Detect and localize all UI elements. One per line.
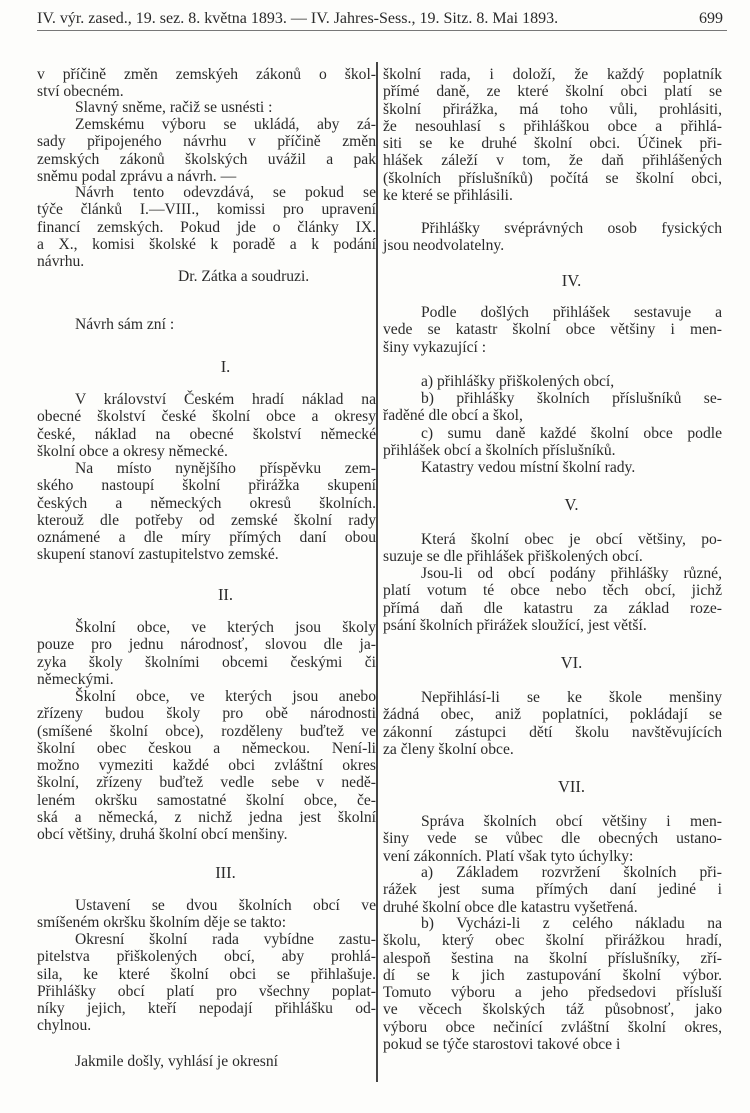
text-line: obecné školství české školní obce a okresy — [37, 408, 376, 426]
text-line: dí se k jich zastupování školní výbor. — [383, 966, 722, 984]
text-line: c) sumu daně každé školní obce podle — [421, 425, 722, 442]
text-line: rážek jest suma přímých daní jediné i — [383, 881, 722, 899]
text-line: vede se katastr školní obce většiny i men- — [383, 321, 722, 339]
text-line: a) přihlášky přiškolených obcí, — [421, 373, 615, 390]
page-number: 699 — [699, 10, 723, 27]
text-line: zákonní zástupci dětí školu navštěvujících — [383, 723, 722, 741]
text-line: Zemskému výboru se ukládá, aby zá- — [75, 116, 376, 133]
text-line: sila, ke které školní obci se přihlašuje. — [37, 965, 376, 983]
text-line: Návrh sám zní : — [75, 316, 175, 333]
paragraph — [383, 373, 722, 390]
text-line: a) Základem rozvržení školních při- — [421, 864, 722, 881]
text-line: zyka školy školními obcemi českými či — [37, 653, 376, 671]
text-line: ke které se přihlásili. — [383, 187, 513, 205]
text-line: sněmu podal zprávu a návrh. — — [37, 167, 237, 185]
text-line: ského nastoupí školní přirážka skupení — [37, 477, 376, 495]
text-line: b) přihlášky školních příslušníků se- — [421, 390, 722, 407]
text-line: pokud se týče starostovi takové obce i — [383, 1036, 621, 1054]
paragraph — [383, 531, 722, 566]
section-heading — [37, 586, 376, 603]
text-line: (smíšené školní obce), rozděleny buďtež ve — [37, 722, 376, 740]
text-line: Jsou-li od obcí podány přihlášky různé, — [421, 565, 722, 582]
text-line: výboru obce nečinící zvláštní školní okres, — [383, 1018, 722, 1036]
paragraph — [383, 220, 722, 255]
text-line: kterouž dle potřeby od zemské školní rady — [37, 511, 376, 529]
text-line: vení zákonních. Platí však tyto úchylky: — [383, 847, 634, 865]
section-heading — [383, 496, 722, 513]
text-line: suzuje se dle přihlášek přiškolených obcí. — [383, 548, 643, 566]
paragraph — [37, 66, 376, 101]
left-column — [37, 0, 376, 1113]
text-line: šiny vykazující : — [383, 338, 487, 356]
text-line: pouze pro jednu národnosť, slovou dle ja- — [37, 636, 376, 654]
text-line: šiny vede se vůbec dle obecných ustano- — [383, 830, 722, 848]
text-line: Školní obce, ve kterých jsou anebo — [75, 688, 376, 705]
paragraph — [37, 116, 376, 185]
text-line: Na místo nynějšího příspěvku zem- — [75, 460, 376, 477]
paragraph — [37, 184, 376, 270]
paragraph — [383, 915, 722, 1053]
text-line: přihlášek obcí a školních příslušníků. — [383, 442, 616, 460]
text-line: jsou neodvolatelny. — [383, 237, 505, 255]
text-line: školní rada, i doloží, že každý poplatník — [383, 66, 722, 83]
text-line: Slavný sněme, račiž se usnésti : — [75, 99, 273, 116]
section-heading — [383, 654, 722, 671]
text-line: přímé daně, ze které školní obci platí se — [383, 83, 722, 101]
text-line: skupení stanoví zastupitelstvo zemské. — [37, 546, 279, 564]
text-line: že nesouhlasí s přihláškou obce a přihlá- — [383, 117, 722, 135]
text-line: návrhu. — [37, 253, 85, 271]
text-line: v příčině změn zemskýeh zákonů o škol- — [37, 66, 376, 83]
text-line: Nepřihlásí-li se ke škole menšiny — [421, 689, 722, 706]
text-line: Přihlášky svéprávných osob fysických — [421, 220, 722, 237]
text-line: psání školních přirážek sloužící, jest větší. — [383, 616, 647, 634]
text-line: pitelstva přiškolených obcí, aby prohlá- — [37, 948, 376, 966]
text-line: leném okršku samostatné školní obce, če- — [37, 791, 376, 809]
text-line: b) Vycházi-li z celého nákladu na — [421, 915, 722, 932]
text-line: VII. — [557, 777, 586, 796]
text-line: možno vymeziti každé obci zvláštní okres — [37, 757, 376, 775]
text-line: zemských zákonů školských uvážil a pak — [37, 150, 376, 168]
text-line: řaděné dle obcí a škol, — [383, 407, 523, 425]
paragraph — [37, 1053, 376, 1070]
text-line: Dr. Zátka a soudruzi. — [178, 268, 310, 285]
text-line: týče článků I.—VIII., komissi pro upravení — [37, 201, 376, 219]
text-line: školní, zřízeny buďtež vedle sebe v nedě- — [37, 774, 376, 792]
paragraph — [37, 897, 376, 932]
paragraph — [383, 689, 722, 758]
text-line: VI. — [560, 653, 583, 672]
text-line: české, náklad na obecné školství německé — [37, 425, 376, 443]
text-line: V. — [564, 495, 579, 514]
text-line: Jakmile došly, vyhlásí je okresní — [75, 1053, 278, 1070]
text-line: (školních příslušníků) počítá se školní obci, — [383, 169, 722, 187]
text-line: přímá daň dle katastru za základ roze- — [383, 599, 722, 617]
text-line: za členy školní obce. — [383, 740, 514, 758]
paragraph — [383, 390, 722, 425]
paragraph — [383, 304, 722, 356]
text-line: financí zemských. Pokud jde o články IX. — [37, 218, 376, 236]
section-heading — [383, 778, 722, 795]
text-line: školní obec českou a německou. Není-li — [37, 739, 376, 757]
paragraph — [383, 565, 722, 634]
paragraph — [383, 459, 722, 476]
paragraph — [383, 425, 722, 460]
text-line: českých a německých okresů školních. — [37, 494, 376, 512]
text-line: siti se ke druhé školní obci. Účinek při- — [383, 135, 722, 153]
column-divider — [376, 62, 378, 1082]
text-line: III. — [215, 863, 236, 882]
text-line: IV. — [561, 271, 582, 290]
section-heading — [383, 272, 722, 289]
paragraph — [37, 460, 376, 564]
text-line: II. — [217, 585, 234, 604]
section-heading — [37, 864, 376, 881]
text-line: obcí většiny, druhá školní obcí menšiny. — [37, 826, 288, 844]
text-line: školní přirážka, má toho vůli, prohlásiti, — [383, 100, 722, 118]
text-line: Školní obce, ve kterých jsou školy — [75, 619, 376, 636]
text-line: sady připojeného návrhu v příčině změn — [37, 133, 376, 151]
paragraph — [383, 813, 722, 865]
text-line: chylnou. — [37, 1017, 92, 1035]
text-line: níky jejich, kteří nepodají přihlášku od- — [37, 1000, 376, 1018]
text-line: druhé školní obce dle katastru vyšetřená. — [383, 898, 638, 916]
text-line: žádná obec, aniž poplatníci, pokládají se — [383, 706, 722, 724]
text-line: ve věcech školských táž působnosť, jako — [383, 1001, 722, 1019]
text-line: ství obecném. — [37, 83, 124, 101]
paragraph — [37, 316, 376, 333]
text-line: zřízeny budou školy pro obě národnosti — [37, 705, 376, 723]
text-line: oznámené a dle míry přímých daní obou — [37, 529, 376, 547]
right-column — [383, 0, 722, 1113]
text-line: ská a německá, z nichž jedna jest školní — [37, 809, 376, 827]
paragraph — [37, 99, 376, 116]
text-line: školní obce a okresy německé. — [37, 442, 228, 460]
text-line: a X., komisi školské k poradě a k podání — [37, 235, 376, 253]
text-line: Katastry vedou místní školní rady. — [421, 459, 636, 476]
text-line: alespoň šestina na školní příslušníky, zří- — [383, 949, 722, 967]
text-line: V království Českém hradí náklad na — [75, 391, 376, 408]
text-line: I. — [220, 357, 231, 376]
text-line: Přihlášky obcí platí pro všechny poplat- — [37, 982, 376, 1000]
section-heading — [37, 358, 376, 375]
paragraph — [37, 391, 376, 460]
paragraph — [383, 66, 722, 204]
text-line: Okresní školní rada vybídne zastu- — [75, 931, 376, 948]
paragraph — [383, 864, 722, 916]
paragraph — [37, 931, 376, 1035]
text-line: platí votum té obce nebo těch obcí, jichž — [383, 582, 722, 600]
paragraph — [37, 688, 376, 844]
text-line: německými. — [37, 670, 114, 688]
text-line: školu, který obec školní přirážkou hradí, — [383, 932, 722, 950]
text-line: Podle došlých přihlášek sestavuje a — [421, 304, 722, 321]
text-line: Ustavení se dvou školních obcí ve — [75, 897, 376, 914]
text-line: Která školní obec je obcí většiny, po- — [421, 531, 722, 548]
text-line: hlášek záleží v tom, že daň přihlášených — [383, 152, 722, 170]
text-line: Tomuto výboru a jeho předsedovi přísluší — [383, 984, 722, 1002]
text-line: Návrh tento odevzdává, se pokud se — [75, 184, 376, 201]
paragraph — [37, 619, 376, 688]
header-title: IV. výr. zased., 19. sez. 8. května 1893. — IV. Jahres-Sess., 19. Sitz. 8. Mai 1893. — [37, 10, 559, 27]
signature — [37, 268, 376, 285]
text-line: smíšeném okršku školním děje se takto: — [37, 914, 287, 932]
text-line: Správa školních obcí většiny i men- — [421, 813, 722, 830]
